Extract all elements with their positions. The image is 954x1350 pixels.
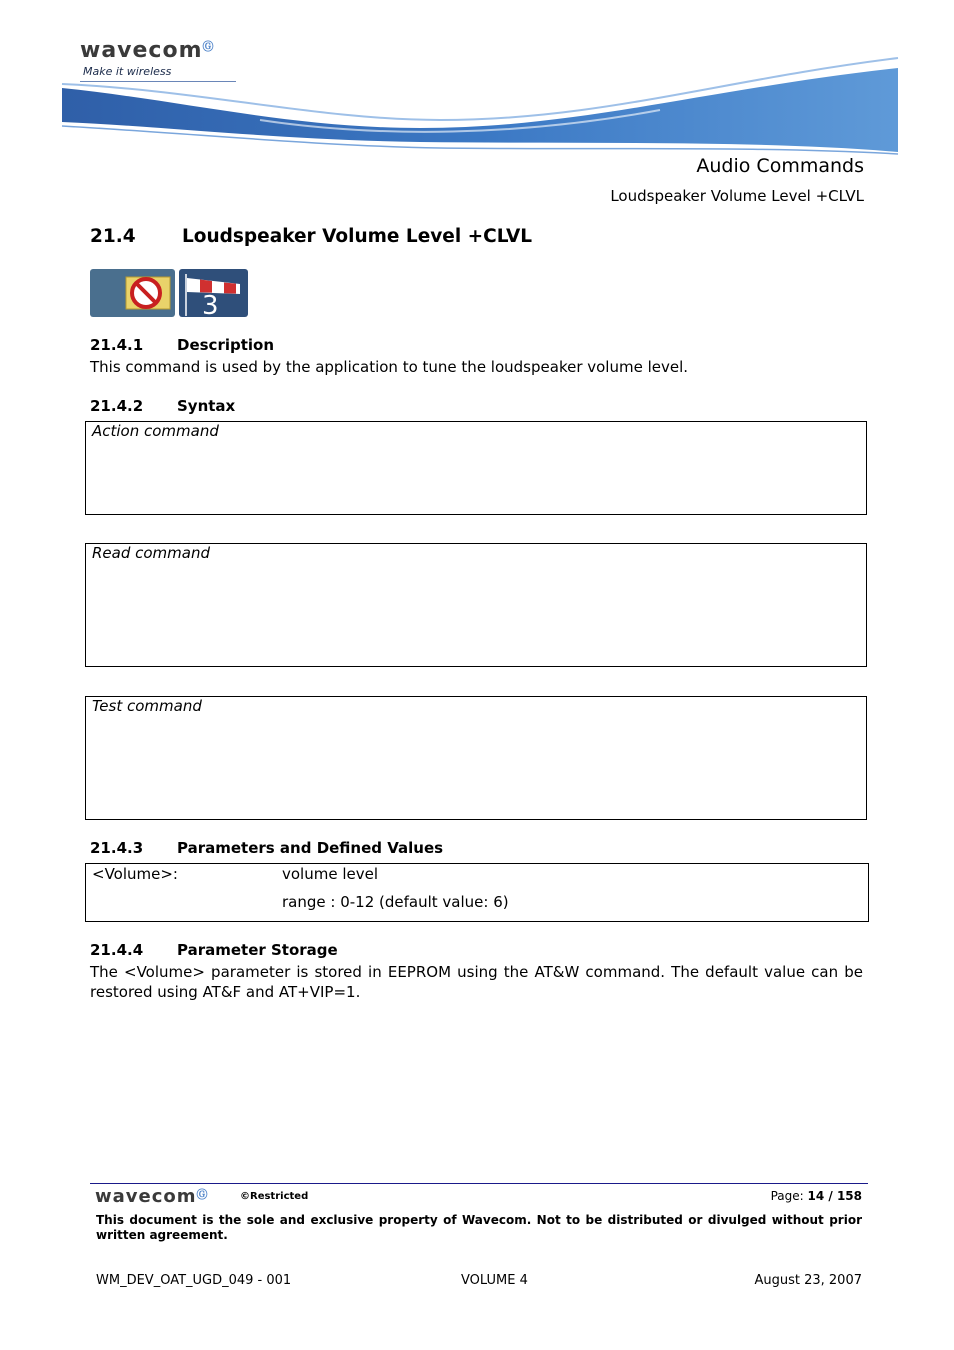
description-text: This command is used by the application to tune the loudspeaker volume level. — [90, 358, 689, 376]
no-pin-icon — [90, 269, 175, 317]
parameter-range: range : 0-12 (default value: 6) — [282, 893, 509, 911]
parameters-table — [85, 863, 869, 922]
description-heading: 21.4.1 Description — [90, 336, 275, 354]
storage-heading: 21.4.4 Parameter Storage — [90, 941, 338, 959]
confidentiality-note: This document is the sole and exclusive property of Wavecom. Not to be distributed or divulged without prior written agreement. — [96, 1213, 862, 1242]
test-command-box — [85, 696, 867, 820]
action-command-label: Action command — [92, 422, 219, 440]
parameter-description: volume level — [282, 865, 379, 883]
parameters-heading: 21.4.3 Parameters and Defined Values — [90, 839, 444, 857]
restricted-label: ©Restricted — [240, 1191, 309, 1202]
storage-text: The <Volume> parameter is stored in EEPROM using the AT&W command. The default value can be restored using AT&F and AT+VIP=1. — [90, 963, 863, 1001]
footer-wavecom-logo: wavecomⒼ — [95, 1186, 209, 1207]
document-date: August 23, 2007 — [754, 1273, 862, 1288]
volume-label: VOLUME 4 — [461, 1273, 528, 1288]
section-heading: 21.4 Loudspeaker Volume Level +CLVL — [90, 226, 533, 247]
footer-divider — [90, 1183, 868, 1184]
windsock-icon — [179, 269, 248, 318]
feature-icons — [90, 268, 250, 318]
svg-text:3: 3 — [202, 291, 219, 318]
page-number: Page: 14 / 158 — [770, 1189, 862, 1203]
document-id: WM_DEV_OAT_UGD_049 - 001 — [96, 1273, 292, 1288]
read-command-label: Read command — [92, 544, 211, 562]
read-command-box — [85, 543, 867, 667]
wavecom-logo: wavecomⒼ — [80, 38, 215, 63]
header-wave-banner — [60, 50, 900, 160]
syntax-heading: 21.4.2 Syntax — [90, 397, 236, 415]
logo-tagline: Make it wireless — [83, 65, 172, 78]
section-subtitle: Loudspeaker Volume Level +CLVL — [610, 187, 864, 205]
action-command-box — [85, 421, 867, 515]
chapter-title: Audio Commands — [696, 155, 864, 177]
parameter-name: <Volume>: — [92, 865, 178, 883]
test-command-label: Test command — [92, 697, 202, 715]
